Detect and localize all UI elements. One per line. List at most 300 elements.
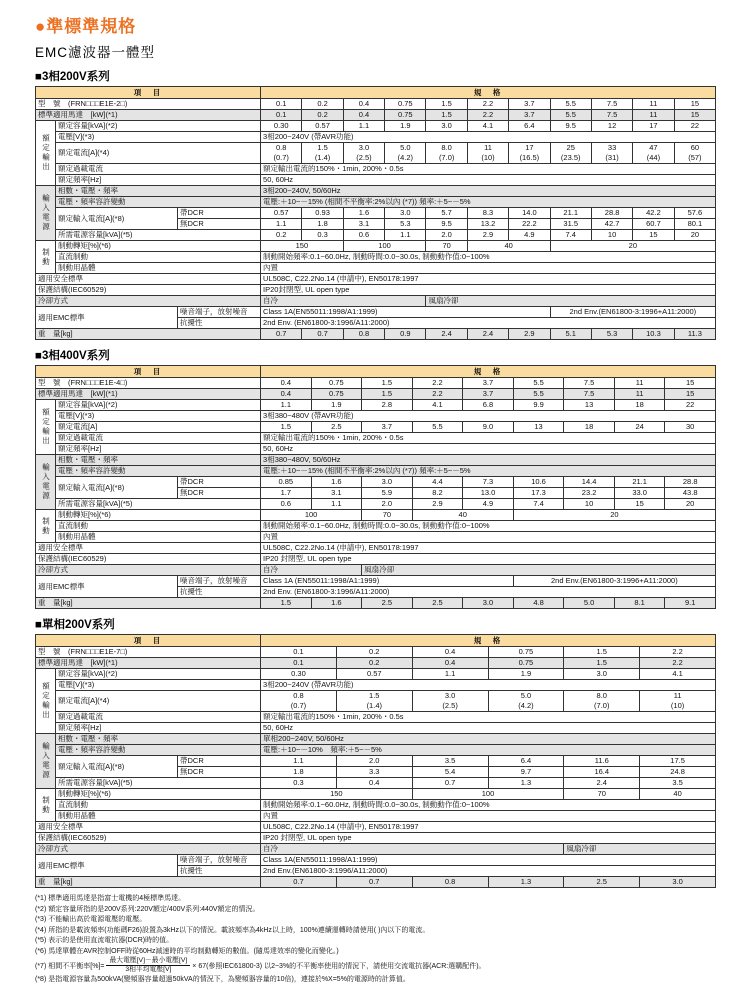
fraction — [106, 957, 190, 975]
row-label: 額定容量[kVA](*2) — [56, 121, 261, 132]
row-label: 額定電流[A](*4) — [56, 691, 261, 712]
spec-cell: 2.0 — [362, 499, 413, 510]
spec-cell: 0.3 — [261, 778, 337, 789]
row-label: 相數・電壓・頻率 — [56, 186, 261, 197]
footnote-id: (*1) — [35, 895, 47, 902]
row-label: 制動用晶體 — [56, 532, 261, 543]
spec-cell: 14.0 — [509, 208, 550, 219]
spec-merged-cell: 100 — [343, 241, 426, 252]
spec-span-cell: 內置 — [261, 263, 716, 274]
spec-span-cell: 制動開始頻率:0.1~60.0Hz, 制動時間:0.0~30.0s, 制動動作值:0~100% — [261, 521, 716, 532]
spec-cell: 0.1 — [261, 658, 337, 669]
spec-cell: 42.7 — [591, 219, 632, 230]
spec-cell: 0.30 — [261, 669, 337, 680]
spec-merged-cell: 40 — [467, 241, 550, 252]
table-row — [36, 143, 716, 164]
row-label: 額定電流[A](*4) — [56, 143, 261, 164]
footnote-text: 是指電源容量為500kVA(變頻器容量超過50kVA的情況下，為變頻器容量的10倍)，連接於%X=5%的電源時的計算值。 — [48, 975, 410, 983]
spec-merged-cell: 風扇冷卻 — [426, 296, 716, 307]
spec-cell: 12 — [591, 121, 632, 132]
spec-merged-cell: 100 — [261, 510, 362, 521]
spec-cell: 1.1 — [311, 499, 362, 510]
spec-cell: 0.4 — [343, 99, 384, 110]
spec-span-cell: 電壓:＋10~－15% (相間不平衡率:2%以內 (*7)) 頻率:＋5~－5% — [261, 466, 716, 477]
spec-merged-cell: 70 — [362, 510, 413, 521]
table-row — [36, 378, 716, 389]
table-row — [36, 800, 716, 811]
table-row — [36, 658, 716, 669]
spec-merged-cell: 自冷 — [261, 296, 426, 307]
spec-cell: 25 (23.5) — [550, 143, 591, 164]
footnote — [35, 905, 715, 916]
row-label: 直流制動 — [56, 800, 261, 811]
spec-span-cell: 內置 — [261, 811, 716, 822]
spec-cell: 3.7 — [509, 110, 550, 121]
row-label: 制動轉矩[%](*6) — [56, 241, 261, 252]
table-spec-header: 規 格 — [261, 87, 716, 99]
footnote-id: (*8) — [35, 975, 47, 983]
table-row — [36, 197, 716, 208]
spec-cell: 0.7 — [261, 329, 302, 340]
spec-cell: 13.2 — [467, 219, 508, 230]
row-label: 保護結構(IEC60529) — [36, 833, 261, 844]
spec-cell: 2.2 — [412, 378, 463, 389]
spec-span-cell: 內置 — [261, 532, 716, 543]
footnote — [35, 926, 715, 937]
table-row — [36, 411, 716, 422]
group-label: 輸入電源 — [36, 455, 56, 510]
table-header-row — [36, 635, 716, 647]
spec-cell: 15 — [674, 110, 716, 121]
spec-merged-cell: 自冷 — [261, 565, 362, 576]
spec-cell: 1.1 — [343, 121, 384, 132]
spec-cell: 24.8 — [640, 767, 716, 778]
fraction-numerator: 最大電壓[V]－最小電壓[V] — [106, 957, 190, 966]
spec-cell: 7.5 — [564, 389, 615, 400]
spec-cell: 3.5 — [412, 756, 488, 767]
table-row — [36, 778, 716, 789]
spec-cell: 5.5 — [550, 110, 591, 121]
row-label: 電壓・頻率容許變動 — [56, 466, 261, 477]
spec-cell: 3.1 — [311, 488, 362, 499]
spec-cell: 14.4 — [564, 477, 615, 488]
spec-span-cell: 額定輸出電流的150%・1min, 200%・0.5s — [261, 712, 716, 723]
spec-cell: 57.6 — [674, 208, 716, 219]
table-row — [36, 499, 716, 510]
spec-cell: 11 — [633, 99, 674, 110]
table-row — [36, 433, 716, 444]
spec-span-cell: 50, 60Hz — [261, 175, 716, 186]
spec-cell: 5.5 — [412, 422, 463, 433]
row-sublabel: 噪音端子，放射噪音 — [178, 307, 261, 318]
page-subtitle: EMC濾波器一體型 — [35, 45, 155, 60]
spec-cell: 1.8 — [261, 767, 337, 778]
row-label: 重 量[kg] — [36, 877, 261, 888]
spec-span-cell: 制動開始頻率:0.1~60.0Hz, 制動時間:0.0~30.0s, 制動動作值:0~100% — [261, 252, 716, 263]
row-label: 額定輸入電流[A](*8) — [56, 477, 178, 499]
spec-cell: 17 — [633, 121, 674, 132]
spec-cell: 17 (16.5) — [509, 143, 550, 164]
spec-cell: 0.57 — [261, 208, 302, 219]
row-label: 電壓・頻率容許變動 — [56, 745, 261, 756]
table-item-header: 項 目 — [36, 635, 261, 647]
spec-cell: 23.2 — [564, 488, 615, 499]
table-row — [36, 329, 716, 340]
spec-span-cell: 單相200~240V, 50/60Hz — [261, 734, 716, 745]
spec-cell: 1.3 — [488, 778, 564, 789]
table-row — [36, 811, 716, 822]
spec-cell: 18 — [564, 422, 615, 433]
spec-cell: 5.3 — [591, 329, 632, 340]
spec-cell: 5.7 — [426, 208, 467, 219]
group-label: 制動 — [36, 510, 56, 543]
spec-cell: 5.5 — [513, 378, 564, 389]
footnote — [35, 957, 715, 975]
spec-cell: 24 — [614, 422, 665, 433]
spec-span-cell: 額定輸出電流的150%・1min, 200%・0.5s — [261, 164, 716, 175]
spec-merged-cell: 2nd Env.(EN61800-3:1996+A11:2000) — [550, 307, 716, 318]
spec-cell: 0.75 — [488, 658, 564, 669]
spec-cell: 3.1 — [343, 219, 384, 230]
table-row — [36, 466, 716, 477]
spec-span-cell: 額定輸出電流的150%・1min, 200%・0.5s — [261, 433, 716, 444]
spec-span-cell: UL508C, C22.2No.14 (申請中), EN50178:1997 — [261, 822, 716, 833]
row-sublabel: 抗擾性 — [178, 587, 261, 598]
spec-cell: 2.5 — [412, 598, 463, 609]
table-row — [36, 554, 716, 565]
row-label: 額定容量[kVA](*2) — [56, 669, 261, 680]
row-label: 保護結構(IEC60529) — [36, 554, 261, 565]
spec-cell: 1.9 — [311, 400, 362, 411]
spec-cell: 7.3 — [463, 477, 514, 488]
spec-cell: 2.9 — [412, 499, 463, 510]
spec-cell: 1.3 — [488, 877, 564, 888]
spec-cell: 2.9 — [509, 329, 550, 340]
spec-cell: 3.0 — [362, 477, 413, 488]
spec-cell: 1.6 — [311, 598, 362, 609]
table-row — [36, 822, 716, 833]
spec-cell: 0.75 — [488, 647, 564, 658]
table-row — [36, 521, 716, 532]
row-sublabel: 噪音端子，放射噪音 — [178, 855, 261, 866]
row-label: 額定容量[kVA](*2) — [56, 400, 261, 411]
table-row — [36, 477, 716, 488]
row-label: 額定過載電流 — [56, 712, 261, 723]
spec-span-cell: 2nd Env. (EN61800-3:1996/A11:2000) — [261, 318, 716, 329]
spec-cell: 8.1 — [614, 598, 665, 609]
table-row — [36, 532, 716, 543]
row-label: 保護結構(IEC60529) — [36, 285, 261, 296]
spec-cell: 0.57 — [336, 669, 412, 680]
row-label: 制動用晶體 — [56, 811, 261, 822]
spec-cell: 15 — [665, 389, 716, 400]
spec-merged-cell: 70 — [564, 789, 640, 800]
row-label: 額定輸入電流[A](*8) — [56, 208, 178, 230]
table-spec-header: 規 格 — [261, 635, 716, 647]
row-sublabel: 帶DCR — [178, 756, 261, 767]
spec-cell: 8.2 — [412, 488, 463, 499]
spec-cell: 0.7 — [261, 877, 337, 888]
spec-merged-cell: 40 — [412, 510, 513, 521]
spec-cell: 7.4 — [513, 499, 564, 510]
spec-cell: 15 — [633, 230, 674, 241]
spec-span-cell: UL508C, C22.2No.14 (申請中), EN50178:1997 — [261, 543, 716, 554]
footnote-text: 不能輸出高於電源電壓的電壓。 — [48, 916, 147, 923]
spec-merged-cell: 20 — [550, 241, 716, 252]
spec-cell: 5.9 — [362, 488, 413, 499]
spec-cell: 5.0 (4.2) — [488, 691, 564, 712]
spec-cell: 0.6 — [343, 230, 384, 241]
spec-merged-cell: 2nd Env.(EN61800-3:1996+A11:2000) — [513, 576, 715, 587]
spec-cell: 15 — [614, 499, 665, 510]
spec-cell: 6.4 — [509, 121, 550, 132]
spec-cell: 0.2 — [336, 658, 412, 669]
row-label: 標準適用馬達 [kW](*1) — [36, 658, 261, 669]
spec-cell: 3.0 (2.5) — [343, 143, 384, 164]
footnote-text: 所指的是載波頻率(功能碼F26)設置為3kHz以下的情況。載波頻率為4kHz以上時，100%連續運轉時請使用( )內以下的電流。 — [48, 926, 430, 934]
spec-span-cell: 制動開始頻率:0.1~60.0Hz, 制動時間:0.0~30.0s, 制動動作值:0~100% — [261, 800, 716, 811]
table-item-header: 項 目 — [36, 366, 261, 378]
spec-cell: 0.30 — [261, 121, 302, 132]
row-sublabel: 帶DCR — [178, 208, 261, 219]
row-label: 額定電流[A] — [56, 422, 261, 433]
row-sublabel: 抗擾性 — [178, 318, 261, 329]
spec-cell: 0.4 — [261, 389, 312, 400]
table-row — [36, 691, 716, 712]
table-row — [36, 723, 716, 734]
spec-cell: 1.7 — [261, 488, 312, 499]
spec-cell: 15 — [674, 99, 716, 110]
spec-span-cell: 2nd Env. (EN61800-3:1996/A11:2000) — [261, 587, 716, 598]
row-label: 制動轉矩[%](*6) — [56, 510, 261, 521]
spec-cell: 3.0 — [426, 121, 467, 132]
spec-table — [35, 634, 716, 888]
table-row — [36, 565, 716, 576]
table-row — [36, 455, 716, 466]
table-row — [36, 208, 716, 219]
spec-cell: 21.1 — [614, 477, 665, 488]
spec-cell: 2.2 — [467, 99, 508, 110]
row-label: 相數・電壓・頻率 — [56, 455, 261, 466]
fraction-denominator: 3相平均電壓[V] — [125, 966, 172, 974]
spec-cell: 1.1 — [385, 230, 426, 241]
spec-cell: 0.6 — [261, 499, 312, 510]
spec-cell: 6.4 — [488, 756, 564, 767]
spec-cell: 3.7 — [509, 99, 550, 110]
row-label: 額定過載電流 — [56, 433, 261, 444]
spec-span-cell: 3相200~240V (帶AVR功能) — [261, 132, 716, 143]
spec-cell: 0.1 — [261, 110, 302, 121]
spec-merged-cell: 20 — [513, 510, 715, 521]
table-row — [36, 110, 716, 121]
spec-cell: 0.4 — [412, 647, 488, 658]
table-row — [36, 164, 716, 175]
row-label: 電壓・頻率容許變動 — [56, 197, 261, 208]
spec-cell: 1.5 — [426, 99, 467, 110]
table-row — [36, 285, 716, 296]
table-row — [36, 121, 716, 132]
spec-cell: 6.8 — [463, 400, 514, 411]
table-header-row — [36, 366, 716, 378]
spec-cell: 5.4 — [412, 767, 488, 778]
spec-cell: 42.2 — [633, 208, 674, 219]
row-label: 電壓[V](*3) — [56, 680, 261, 691]
spec-cell: 7.5 — [591, 99, 632, 110]
table-row — [36, 296, 716, 307]
row-sublabel: 無DCR — [178, 219, 261, 230]
footnote-text: 標準適用馬達是指富士電機的4極標準馬達。 — [48, 895, 186, 902]
table-spec-header: 規 格 — [261, 366, 716, 378]
spec-cell: 3.7 — [463, 389, 514, 400]
spec-cell: 9.5 — [426, 219, 467, 230]
footnote-id: (*2) — [35, 905, 47, 913]
spec-cell: 1.5 — [261, 598, 312, 609]
spec-cell: 11.3 — [674, 329, 716, 340]
table-row — [36, 186, 716, 197]
footnote-text: 表示的是使用直流電抗器(DCR)時的值。 — [48, 937, 174, 944]
spec-cell: 7.4 — [550, 230, 591, 241]
spec-cell: 0.4 — [412, 658, 488, 669]
spec-cell: 11 (10) — [640, 691, 716, 712]
spec-cell: 0.4 — [343, 110, 384, 121]
row-label: 直流制動 — [56, 252, 261, 263]
section-heading: ■3相400V系列 — [35, 350, 110, 362]
spec-span-cell: 3相200~240V, 50/60Hz — [261, 186, 716, 197]
spec-cell: 10.3 — [633, 329, 674, 340]
row-label: 冷卻方式 — [36, 296, 261, 307]
row-sublabel: 帶DCR — [178, 477, 261, 488]
spec-cell: 28.8 — [591, 208, 632, 219]
spec-cell: 4.1 — [412, 400, 463, 411]
spec-cell: 0.1 — [261, 647, 337, 658]
spec-cell: 10 — [591, 230, 632, 241]
row-label: 直流制動 — [56, 521, 261, 532]
spec-cell: 3.7 — [463, 378, 514, 389]
spec-cell: 7.5 — [564, 378, 615, 389]
table-row — [36, 99, 716, 110]
spec-cell: 0.75 — [385, 110, 426, 121]
spec-merged-cell: 150 — [261, 789, 413, 800]
spec-cell: 2.2 — [640, 647, 716, 658]
row-label: 所需電源容量[kVA](*5) — [56, 778, 261, 789]
spec-cell: 9.7 — [488, 767, 564, 778]
spec-cell: 3.0 — [463, 598, 514, 609]
spec-cell: 0.75 — [311, 378, 362, 389]
spec-cell: 3.0 — [564, 669, 640, 680]
spec-cell: 28.8 — [665, 477, 716, 488]
table-row — [36, 543, 716, 554]
table-row — [36, 274, 716, 285]
table-row — [36, 877, 716, 888]
spec-span-cell: UL508C, C22.2No.14 (申請中), EN50178:1997 — [261, 274, 716, 285]
spec-merged-cell: 100 — [412, 789, 564, 800]
spec-cell: 1.1 — [412, 669, 488, 680]
footnote — [35, 936, 715, 947]
section-heading: ■3相200V系列 — [35, 71, 110, 83]
spec-cell: 15 — [665, 378, 716, 389]
footnote — [35, 975, 715, 985]
spec-cell: 30 — [665, 422, 716, 433]
table-row — [36, 444, 716, 455]
spec-cell: 5.3 — [385, 219, 426, 230]
spec-cell: 2.5 — [564, 877, 640, 888]
spec-cell: 2.0 — [336, 756, 412, 767]
spec-cell: 1.5 (1.4) — [302, 143, 343, 164]
footnote-id: (*3) — [35, 916, 47, 923]
row-label: 標準適用馬達 [kW](*1) — [36, 389, 261, 400]
spec-cell: 4.1 — [640, 669, 716, 680]
table-row — [36, 576, 716, 587]
spec-cell: 0.2 — [336, 647, 412, 658]
spec-cell: 10 — [564, 499, 615, 510]
row-label: 型 號 (FRN□□□E1E-2□) — [36, 99, 261, 110]
spec-cell: 11 (10) — [467, 143, 508, 164]
spec-cell: 11.6 — [564, 756, 640, 767]
spec-span-cell: 2nd Env.(EN61800-3:1996/A11:2000) — [261, 866, 716, 877]
row-label: 適用安全標準 — [36, 822, 261, 833]
row-label: 所需電源容量[kVA](*5) — [56, 230, 261, 241]
section-heading: ■單相200V系列 — [35, 619, 115, 631]
row-label: 適用EMC標準 — [36, 307, 178, 329]
spec-cell: 0.2 — [261, 230, 302, 241]
spec-cell: 4.1 — [467, 121, 508, 132]
footnote-text: 馬達單體在AVR控制OFF時從60Hz減速時的平均制動轉矩的數值。(隨馬達效率的變化而變化。) — [48, 947, 339, 955]
table-item-header: 項 目 — [36, 87, 261, 99]
spec-cell: 1.5 — [362, 389, 413, 400]
spec-cell: 0.4 — [261, 378, 312, 389]
spec-merged-cell: 自冷 — [261, 844, 564, 855]
spec-cell: 0.4 — [336, 778, 412, 789]
spec-cell: 2.9 — [467, 230, 508, 241]
spec-cell: 1.5 (1.4) — [336, 691, 412, 712]
spec-cell: 13 — [513, 422, 564, 433]
spec-span-cell: 50, 60Hz — [261, 723, 716, 734]
row-label: 相數・電壓・頻率 — [56, 734, 261, 745]
spec-cell: 0.7 — [302, 329, 343, 340]
spec-cell: 3.3 — [336, 767, 412, 778]
spec-cell: 0.93 — [302, 208, 343, 219]
table-row — [36, 669, 716, 680]
spec-cell: 1.1 — [261, 756, 337, 767]
spec-merged-cell: 40 — [640, 789, 716, 800]
spec-merged-cell: 150 — [261, 241, 344, 252]
row-label: 適用安全標準 — [36, 543, 261, 554]
table-row — [36, 789, 716, 800]
table-row — [36, 307, 716, 318]
spec-cell: 4.9 — [463, 499, 514, 510]
spec-cell: 22 — [674, 121, 716, 132]
spec-cell: 20 — [665, 499, 716, 510]
spec-cell: 2.4 — [467, 329, 508, 340]
footnote-text: 相間不平衡率[%]= — [48, 962, 105, 970]
spec-cell: 3.0 — [640, 877, 716, 888]
row-label: 額定頻率[Hz] — [56, 175, 261, 186]
spec-cell: 33 (31) — [591, 143, 632, 164]
spec-cell: 5.1 — [550, 329, 591, 340]
spec-cell: 8.3 — [467, 208, 508, 219]
spec-span-cell: Class 1A(EN55011:1998/A1:1999) — [261, 855, 716, 866]
row-label: 適用安全標準 — [36, 274, 261, 285]
spec-cell: 31.5 — [550, 219, 591, 230]
spec-cell: 0.75 — [385, 99, 426, 110]
spec-cell: 0.8 (0.7) — [261, 691, 337, 712]
spec-cell: 5.5 — [550, 99, 591, 110]
spec-cell: 33.0 — [614, 488, 665, 499]
spec-cell: 9.1 — [665, 598, 716, 609]
table-row — [36, 241, 716, 252]
spec-cell: 18 — [614, 400, 665, 411]
row-label: 冷卻方式 — [36, 565, 261, 576]
